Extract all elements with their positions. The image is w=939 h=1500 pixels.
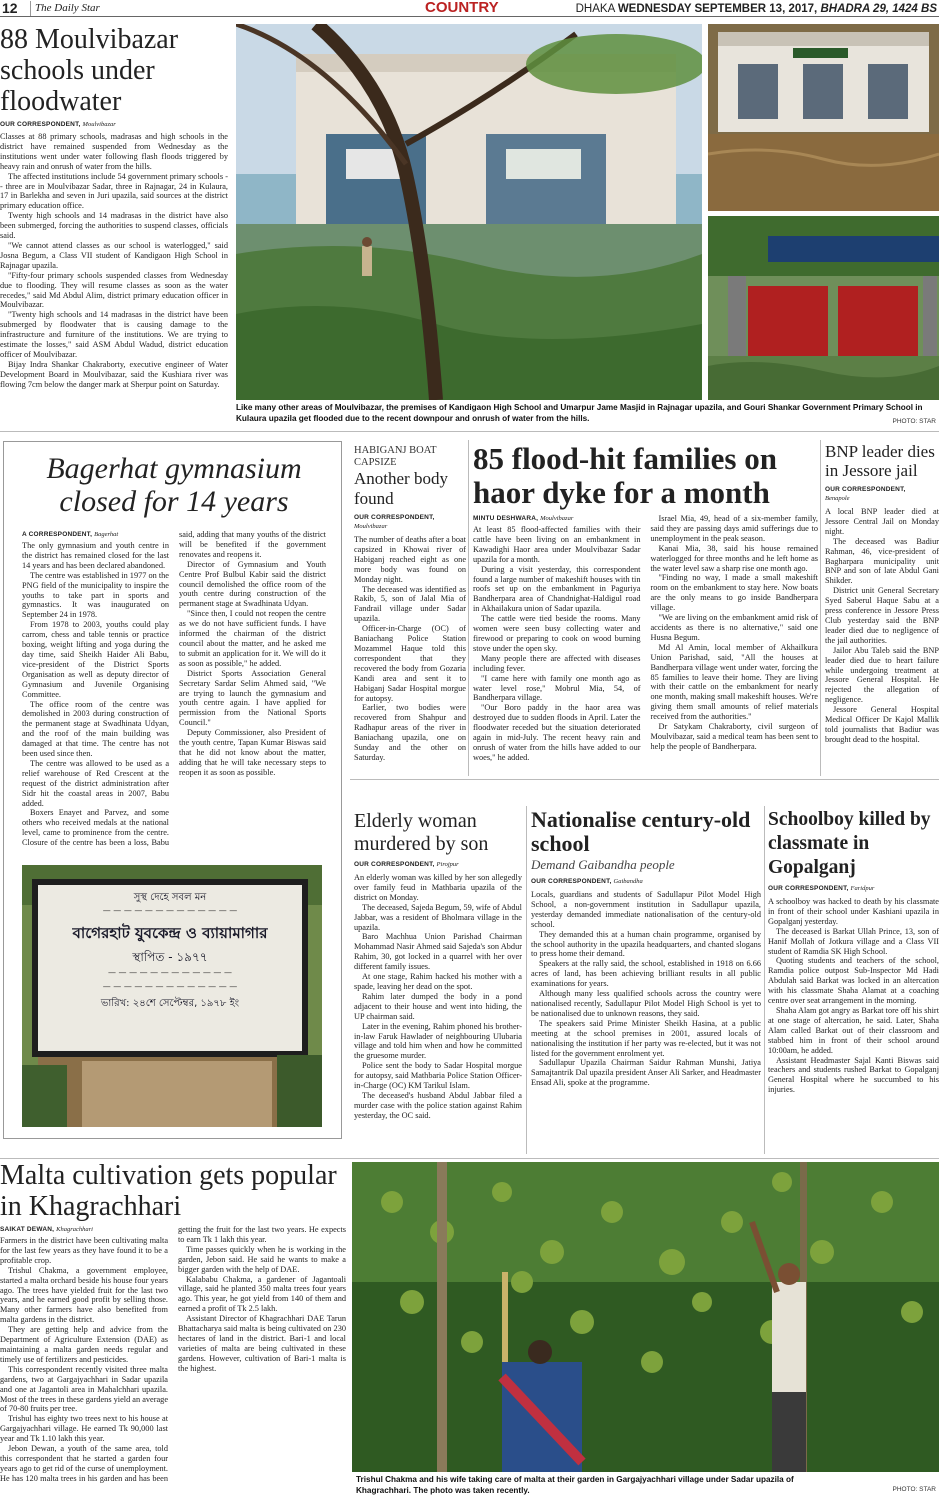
article-bnp-leader-jail xyxy=(825,442,939,776)
article-body xyxy=(0,132,228,390)
article-body xyxy=(354,873,522,1121)
paragraph: A schoolboy was hacked to death by his classmate in front of their school under Kashiani upazila in Gopalganj yesterday. xyxy=(768,897,939,926)
headline: 85 flood-hit families on haor dyke for a month xyxy=(473,442,777,510)
article-body xyxy=(473,514,818,772)
plaque-text xyxy=(38,887,302,1049)
photo-caption-malta: Trishul Chakma and his wife taking care of malta at their garden in Gargajyachhari village under Sadar upazila of Khagrachhari. The photo was taken recently. xyxy=(356,1475,794,1495)
headline: Bagerhat gymnasium closed for 14 years xyxy=(46,452,302,518)
plaque-dedication: — — — — — — — — — — — — — xyxy=(102,906,238,915)
flooded-primary-school-photo xyxy=(708,216,939,400)
divider xyxy=(764,806,765,1154)
divider xyxy=(526,806,527,1154)
paragraph: The speakers said Prime Minister Sheikh Hasina, at a public meeting at the school premises in 2001, assured locals of nationalising the institution if her party was re-elected, but it was not listed for the government enrolment yet. xyxy=(531,1018,761,1058)
byline: OUR CORRESPONDENT, Moulvibazar xyxy=(0,121,116,128)
malta-garden-photo xyxy=(352,1162,939,1472)
dateline: DHAKA WEDNESDAY SEPTEMBER 13, 2017, BHADRA 29, 1424 BS xyxy=(575,3,937,15)
paragraph: Police sent the body to Sadar Hospital morgue for autopsy, said Mathbaria Police Station Officer-in-Charge (OC) KM Tarikul Islam. xyxy=(354,1061,522,1091)
article-nationalise-school xyxy=(531,808,761,1155)
byline: OUR CORRESPONDENT, Benapole xyxy=(825,486,906,502)
byline: A CORRESPONDENT, Bagerhat xyxy=(22,531,119,538)
headline: Malta cultivation gets popular in Khagrachhari xyxy=(0,1160,337,1222)
plaque-title: বাগেরহাট যুবকেন্দ্র ও ব্যায়ামাগার xyxy=(72,924,268,942)
paragraph: Boxers Enayet and Parvez, and some others who received medals at the national level, came to prominence from the centre. Closure of the centre has been a loss, Babu said, adding that many youths of the district will be benefited if the government renovates and reopens it. xyxy=(22,530,326,848)
section-title: COUNTRY xyxy=(425,0,499,16)
paragraph: The deceased, Sajeda Begum, 59, wife of Abdul Jabbar, was a resident of Bholmara village in the upazila. xyxy=(354,902,522,932)
article-body xyxy=(825,507,939,745)
article-habiganj-boat xyxy=(354,445,466,775)
paragraph: The only gymnasium and youth centre in the district has remained closed for the last 14 years and has been declared abandoned. xyxy=(22,541,169,570)
divider xyxy=(468,440,469,776)
headline: Elderly woman murdered by son xyxy=(354,810,489,855)
article-body xyxy=(768,897,939,1095)
paragraph: Trishul Chakma, a government employee, started a malta orchard beside his house four years ago. The trees have yielded fruit for the last two years, and he earned good profit by selling those. Many other farmers have also benefited from malta gardens in the district. xyxy=(0,1265,168,1325)
paragraph: From 1978 to 2003, youths could play carrom, chess and table tennis or practice boxing, weight lifting and yoga during the day time, said Sheikh Haider Ali Babu, vice-president of the District Sports Organisation as well as deputy director of Gymnasium and Juvenile Organising Committee. xyxy=(22,620,169,699)
headline: Schoolboy killed by classmate in Gopalganj xyxy=(768,809,931,878)
photo-credit: PHOTO: STAR xyxy=(892,418,936,425)
paragraph: The deceased is Barkat Ullah Prince, 13, son of Hanif Mollah of Jotkura village and a Class VII student of Ramdia SK High School. xyxy=(768,926,939,956)
subheadline: Demand Gaibandha people xyxy=(531,857,675,872)
headline: BNP leader dies in Jessore jail xyxy=(825,442,935,480)
plaque-motto: সুস্থ দেহে সবল মন xyxy=(133,892,207,903)
paragraph: During a visit yesterday, this correspondent found a large number of makeshift houses with tin roofs set up on the embankment in Paguriya Bandherpara area of Chandnighat-Haldigul road in Akhailakura union of Sadar upazila. xyxy=(473,564,641,614)
paragraph: "I came here with family one month ago as water level rose," Mobrul Mia, 54, of Bandherpara village. xyxy=(473,673,641,703)
byline: OUR CORRESPONDENT, Faridpur xyxy=(768,885,875,892)
kicker: HABIGANJ BOAT CAPSIZE xyxy=(354,445,437,468)
paragraph: At least 85 flood-affected families with their cattle have been living on an embankment in Kawadighi Haor area under Moulvibazar Sadar upazila for a month. xyxy=(473,525,641,564)
paragraph: The cattle were tied beside the rooms. Many women were seen busy collecting water and firewood or preparing to cook on wood burning stove under the open sky. xyxy=(473,614,641,653)
photo-credit: PHOTO: STAR xyxy=(892,1486,936,1493)
paragraph: Speakers at the rally said, the school, established in 1918 on 6.66 acres of land, has been achieving brilliant results in all public examinations for years. xyxy=(531,959,761,989)
article-malta-cultivation xyxy=(0,1160,346,1500)
paragraph: The centre was allowed to be used as a relief warehouse of Red Crescent at the request of the district administration after Sidr hit the coastal areas in 2007, Babu added. xyxy=(22,758,169,808)
plaque-established: স্থাপিত - ১৯৭৭ xyxy=(132,950,208,964)
paragraph: Baro Machhua Union Parishad Chairman Mohammad Nasir Ahmed said Sajeda's son Abdur Rahim, 30, got locked in a quarrel with her over different family issues. xyxy=(354,932,522,972)
paragraph: "Finding no way, I made a small makeshift room on the embankment to stay here. Now boats are the only means to go inside Bandherpara village. xyxy=(650,573,818,613)
byline: MINTU DESHWARA, Moulvibazar xyxy=(473,515,574,522)
paragraph: The number of deaths after a boat capsized in Khowai river of Habiganj reached eight as one more body was found on Monday night. xyxy=(354,535,466,584)
paragraph: Officer-in-Charge (OC) of Baniachang Police Station Mozammel Haque told this correspondent that they recovered the body from Gozaria Kandi area and sent it to Habiganj Sadar Hospital morgue for autopsy. xyxy=(354,624,466,703)
article-schoolboy-killed xyxy=(768,808,939,1155)
paragraph: Trishul has eighty two trees next to his house at Gargajyachhari village. He earned Tk 90,000 last year and Tk 1.10 lakh this year. xyxy=(0,1414,168,1444)
plaque-date: ভারিখ: ২৪শে সেপ্টেম্বর, ১৯৭৮ ইং xyxy=(100,998,240,1009)
article-columns xyxy=(22,530,326,853)
photo-caption-floods: Like many other areas of Moulvibazar, the premises of Kandigaon High School and Umarpur Jame Masjid in Rajnagar upazila, and Gouri Shankar Government Primary School in Kulaura upazila get flooded due to the recent downpour and onrush of water from the hills. xyxy=(236,403,923,423)
paragraph: Shaha Alam got angry as Barkat tore off his shirt at one stage of altercation, he said. Later, Shaha Alam called Barkat out of their classroom and stabbed him in front of their school around 10:00am, he added. xyxy=(768,1005,939,1055)
paragraph: Md Al Amin, local member of Akhailkura Union Parishad, said, "All the houses at Bandherpara village went under water, forcing the 85 families to leave their home. They are living with their cattle on the embankment for nearly one month, making small makeshift houses. We're giving them small amounts of relief materials received from the authorities." xyxy=(650,642,818,722)
article-body xyxy=(531,890,761,1088)
page-number: 12 xyxy=(2,0,18,16)
article-elderly-woman-murdered xyxy=(354,810,522,1155)
paragraph: Quoting students and teachers of the school, Ramdia police outpost Sub-Inspector Md Hadi Abdulah said Barkat was locked in an altercation with his classmate Shaha Alamat at a coaching centre over seat arrangement in the morning. xyxy=(768,956,939,1006)
paragraph: A local BNP leader died at Jessore Central Jail on Monday night. xyxy=(825,507,939,536)
paragraph: Many people there are affected with diseases including fever. xyxy=(473,653,641,673)
paragraph: The office room of the centre was demolished in 2003 during construction of the permanent stage at Swadhinata Udyan, and the roof of the main building was damaged at that time. The centre has not been used since then. xyxy=(22,699,169,759)
paragraph: Kanai Mia, 38, said his house remained waterlogged for three months and he left home as the water level saw a sharp rise one month ago. xyxy=(650,543,818,573)
paragraph: At one stage, Rahim hacked his mother with a spade, leaving her dead on the spot. xyxy=(354,972,522,991)
paragraph: Rahim later dumped the body in a pond adjacent to their house and went into hiding, the UP chairman said. xyxy=(354,991,522,1021)
paragraph: Time passes quickly when he is working in the garden, Jebon said. He said he wants to make a bigger garden with the help of DAE. xyxy=(178,1244,346,1274)
gymnasium-plaque-photo xyxy=(22,865,322,1127)
paragraph: Assistant Headmaster Sajal Kanti Biswas said teachers and students rushed Barkat to Gopalganj General Hospital where he succumbed to his injuries. xyxy=(768,1055,939,1095)
paragraph: This correspondent recently visited three malta gardens, two at Gargajyachhari in Sadar upazila and one at Jagantoli area in Mahalchhari upazila. Most of the trees in these gardens yield an average of 70-80 fruits per tree. xyxy=(0,1364,168,1414)
byline: OUR CORRESPONDENT, Pirojpur xyxy=(354,861,459,868)
masthead-name: The Daily Star xyxy=(30,1,100,16)
paragraph: Israel Mia, 49, head of a six-member family, said they are passing days amid sufferings due to unemployment in the peak season. xyxy=(650,514,818,543)
paragraph: Jebon Dewan, a youth of the same area, told this correspondent that he started a garden four years ago to get rid of the curse of unemployment. He has 120 malta trees in his garden and has been getting the fruit for the last two years. He expects to earn Tk 1 lakh this year. xyxy=(0,1225,346,1483)
paragraph: They demanded this at a human chain programme, organised by the school authority in the upazila headquarters, and chanted slogans to press home their demand. xyxy=(531,929,761,959)
paragraph: The centre was established in 1977 on the PNG field of the municipality to inspire the youths to take part in sports and gymnastics. It was inaugurated on September 24 in 1978. xyxy=(22,570,169,620)
divider xyxy=(350,779,939,780)
flooded-school-photo xyxy=(236,24,702,400)
page-header xyxy=(0,0,939,17)
plaque-inaugurator: — — — — — — — — — — — — xyxy=(108,968,232,977)
byline: SAIKAT DEWAN, Khagrachhari xyxy=(0,1226,93,1233)
paragraph: Earlier, two bodies were recovered from Shahpur and Radhapur areas of the river in Baniachang upazila, one on Sunday and the other on Saturday. xyxy=(354,703,466,762)
paragraph: Kalababu Chakma, a gardener of Jagantoali village, said he planted 350 malta trees four years ago. This year, he got yield from 140 of them and earned a profit of Tk 2.5 lakh. xyxy=(178,1274,346,1314)
paragraph: Classes at 88 primary schools, madrasas and high schools in the district have remained suspended from Wednesday as the institutions went under water following flash floods triggered by heavy rain and onrush of water from the hills. xyxy=(0,132,228,171)
paragraph: District unit General Secretary Syed Saberul Haque Sabu at a press conference in Jessore Press Club yesterday said the BNP leader died due to negligence of the jail authorities. xyxy=(825,586,939,645)
article-moulvibazar-schools xyxy=(0,24,228,426)
divider xyxy=(820,440,821,776)
paragraph: They are getting help and advice from the Department of Agriculture Extension (DAE) as maintaining a malta garden needs regular and timely use of fertilizers and pesticides. xyxy=(0,1325,168,1364)
paragraph: The affected institutions include 54 government primary schools -- three are in Moulvibazar Sadar, three in Rajnagar, 24 in Kulaura, 17 in Barlekha and seven in Juri upazila, said sources at the district primary education office. xyxy=(0,171,228,211)
byline: OUR CORRESPONDENT, Gaibandha xyxy=(531,878,643,885)
paragraph: Jailor Abu Taleb said the BNP leader died due to heart failure while undergoing treatment at Jessore General Hospital. He rejected the allegation of negligence. xyxy=(825,645,939,705)
paragraph: Locals, guardians and students of Sadullapur Pilot Model High School, a non-government institution in Sadullapur upazila, yesterday demanded immediate nationalisation of the century-old school. xyxy=(531,890,761,929)
paragraph: The deceased's husband Abdul Jabbar filed a murder case with the police station against Rahim yesterday, the OC said. xyxy=(354,1090,522,1120)
article-columns xyxy=(0,1225,346,1493)
paragraph: Deputy Commissioner, also President of the youth centre, Tapan Kumar Biswas said that he did not know about the matter, adding that he will take necessary steps to reopen it as soon as possible. xyxy=(179,728,326,777)
paragraph: "Fifty-four primary schools suspended classes from Wednesday due to flooding. They will resume classes as soon as the water recedes," said Md Abdul Alim, district primary education officer in Moulvibazar. xyxy=(0,270,228,310)
paragraph: Jessore General Hospital Medical Officer Dr Kajol Mallik told journalists that Badiur was brought dead to the hospital. xyxy=(825,705,939,744)
paragraph: Dr Satykam Chakraborty, civil surgeon of Moulvibazar, said a medical team has been sent to help the people of Bandherpara. xyxy=(650,722,818,751)
paragraph: The deceased was identified as Rakib, 5, son of Jalal Mia of Fandrail village under Sadar upazila. xyxy=(354,584,466,624)
paragraph: Later in the evening, Rahim phoned his brother-in-law Faruk Hawlader of neighbouring Ulubaria village and told him when and how he committed the gruesome murder. xyxy=(354,1021,522,1061)
paragraph: The deceased was Badiur Rahman, 46, vice-president of Bagharpara municipality unit BNP and son of late Abdul Gani Shikder. xyxy=(825,536,939,586)
paragraph: "We cannot attend classes as our school is waterlogged," said Josna Begum, a Class VII student of Kandigaon High School in Rajnagar upazila. xyxy=(0,240,228,270)
article-body xyxy=(22,530,326,853)
paragraph: Assistant Director of Khagrachhari DAE Tarun Bhattacharya said malta is being cultivated on 230 hectares of land in the district. Bari-1 and local varieties of malta are being cultivated in these gardens. However, cultivation of Bari-1 malta is the highest. xyxy=(178,1314,346,1373)
paragraph: District Sports Association General Secretary Sardar Selim Ahmed said, "We are trying to launch the gymnasium and youth centre again. I have applied for permission from the National Sports Council." xyxy=(179,668,326,728)
divider xyxy=(0,431,939,432)
paragraph: "Our Boro paddy in the haor area was destroyed due to sudden floods in April. Later the floodwater receded but the situation deteriorated again in mid-July. The recent heavy rain and onrush of water from the hills have added to our woes," he added. xyxy=(473,703,641,762)
paragraph: Twenty high schools and 14 madrasas in the district have also been submerged, forcing the authorities to suspend classes, officials said. xyxy=(0,211,228,241)
paragraph: Farmers in the district have been cultivating malta for the last few years as they have found it to be a profitable crop. xyxy=(0,1236,168,1265)
headline: Another body found xyxy=(354,469,448,508)
article-body xyxy=(0,1225,346,1493)
paragraph: "Since then, I could not reopen the centre as we do not have sufficient funds. I have informed the chairman of the district council about the matter, and he asked me to submit an application for it. We will do it as soon as possible," he added. xyxy=(179,609,326,668)
article-columns xyxy=(473,514,818,772)
paragraph: An elderly woman was killed by her son allegedly over family feud in Mathbaria upazila of the district on Monday. xyxy=(354,873,522,902)
article-flood-hit-families xyxy=(473,442,818,776)
flooded-mosque-photo xyxy=(708,24,939,211)
headline: 88 Moulvibazar schools under floodwater xyxy=(0,24,179,117)
divider xyxy=(0,1158,939,1159)
headline: Nationalise century-old school xyxy=(531,808,751,856)
plaque-sponsor: — — — — — — — — — — — — — xyxy=(102,982,238,991)
byline: OUR CORRESPONDENT, Moulvibazar xyxy=(354,514,435,530)
paragraph: Bijay Indra Shankar Chakraborty, executive engineer of Water Development Board in Moulvibazar, said the Kushiara river was flowing 7cm below the danger mark at Sherpur point on Saturday. xyxy=(0,359,228,389)
paragraph: Sadullapur Upazila Chairman Saidur Rahman Munshi, Jatiya Samajtantrik Dal upazila president Anser Ali Sarker, and Headmaster Ensad Ali, spoke at the programme. xyxy=(531,1058,761,1088)
article-bagerhat-gymnasium xyxy=(3,441,342,1139)
paragraph: "Twenty high schools and 14 madrasas in the district have been submerged by floodwater that is causing damage to the infrastructure and furniture of the institutions. We are trying to estimate the losses," said ASM Abdul Wadud, district education officer of Moulvibazar. xyxy=(0,310,228,359)
paragraph: Although many less qualified schools across the country were nationalised recently, Sadullapur Pilot Model High School is yet to be nationalised due to unknown reasons, they said. xyxy=(531,989,761,1018)
article-body xyxy=(354,535,466,763)
paragraph: Director of Gymnasium and Youth Centre Prof Bulbul Kabir said the district council demolished the office room of the youth centre during construction of the permanent stage at Swadhinata Udyan. xyxy=(179,559,326,609)
paragraph: "We are living on the embankment amid risk of accidents as there is no alternative," said one Husna Begum. xyxy=(650,613,818,642)
